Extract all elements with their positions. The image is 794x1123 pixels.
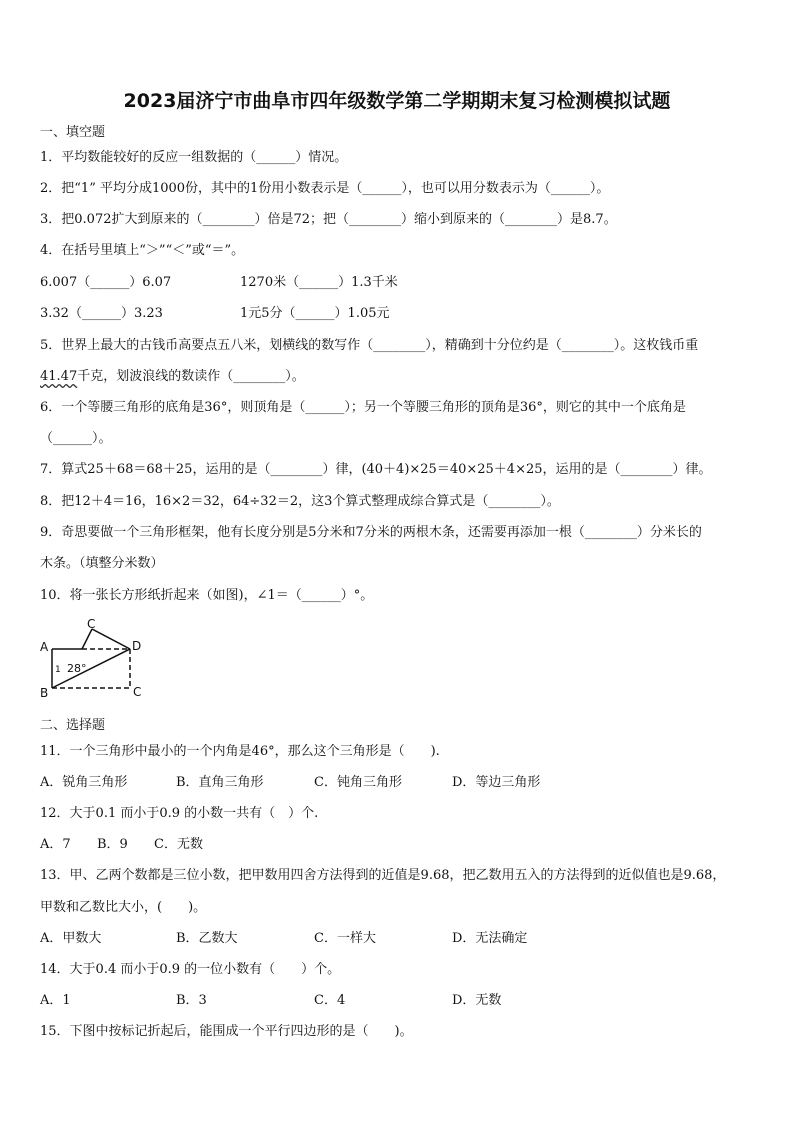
question-14-option-b[interactable]: B．3 [176, 993, 207, 1008]
figure-label-b: B [40, 686, 49, 700]
question-13-line-2: 甲数和乙数比大小，( )。 [40, 900, 207, 915]
question-13-option-a[interactable]: A．甲数大 [40, 931, 102, 946]
question-7: 7．算式25＋68＝68＋25，运用的是（________）律，(40＋4)×25＝40×25＋4×25，运用的是（________）律。 [40, 462, 712, 477]
question-12: 12．大于0.1 而小于0.9 的小数一共有（ ）个. [40, 806, 319, 821]
section-fill-blank: 一、填空题 [40, 125, 106, 140]
question-11-option-b[interactable]: B．直角三角形 [176, 775, 264, 790]
question-13-option-b[interactable]: B．乙数大 [176, 931, 238, 946]
question-14-option-a[interactable]: A．1 [40, 993, 71, 1008]
wavy-underlined-number: 41.47 [40, 369, 78, 384]
question-11-option-d[interactable]: D．等边三角形 [452, 775, 541, 790]
question-15: 15．下图中按标记折起后，能围成一个平行四边形的是（ )。 [40, 1024, 413, 1039]
figure-angle-1: 1 [55, 665, 61, 675]
question-4-item-b: 1270米（______）1.3千米 [240, 275, 398, 290]
folded-rectangle-figure [36, 616, 146, 700]
figure-label-a: A [40, 640, 49, 654]
question-13-line-1: 13．甲、乙两个数都是三位小数，把甲数用四舍方法得到的近值是9.68，把乙数用五入的方法得到的近似值也是9.68， [40, 868, 726, 883]
question-11-option-a[interactable]: A．锐角三角形 [40, 775, 128, 790]
question-13-option-c[interactable]: C．一样大 [314, 931, 376, 946]
question-14-option-c[interactable]: C．4 [314, 993, 346, 1008]
question-2: 2．把“1” 平均分成1000份，其中的1份用小数表示是（______），也可以用分数表示为（______）。 [40, 181, 610, 196]
figure-label-d: D [132, 639, 142, 653]
question-10: 10．将一张长方形纸折起来（如图)，∠1＝（______）°。 [40, 588, 374, 603]
question-5-line-1: 5．世界上最大的古钱币高要点五八米，划横线的数写作（________），精确到十分位约是（________）。这枚钱币重 [40, 338, 699, 353]
question-13-option-d[interactable]: D．无法确定 [452, 931, 528, 946]
figure-angle-28: 28° [67, 662, 87, 675]
question-12-option-a[interactable]: A．7 [40, 837, 71, 852]
section-multiple-choice: 二、选择题 [40, 718, 106, 733]
figure-diagonal-bd [52, 649, 130, 688]
question-9-line-2: 木条。（填整分米数） [40, 556, 164, 571]
question-4-item-d: 1元5分（______）1.05元 [240, 306, 390, 321]
question-12-option-b[interactable]: B．9 [97, 837, 128, 852]
question-11: 11．一个三角形中最小的一个内角是46°，那么这个三角形是（ ). [40, 744, 440, 759]
question-6-line-1: 6．一个等腰三角形的底角是36°，则顶角是（______）；另一个等腰三角形的顶角是36°，则它的其中一个底角是 [40, 400, 686, 415]
question-4-item-c: 3.32（______）3.23 [40, 306, 163, 321]
question-9-line-1: 9．奇思要做一个三角形框架，他有长度分别是5分米和7分米的两根木条，还需要再添加一根（________）分米长的 [40, 525, 702, 540]
question-14-option-d[interactable]: D．无数 [452, 993, 502, 1008]
question-3: 3．把0.072扩大到原来的（________）倍是72；把（________）缩小到原来的（________）是8.7。 [40, 212, 617, 227]
figure-fold-edge-1 [82, 629, 92, 649]
figure-fold-edge-2 [92, 629, 130, 649]
question-11-option-c[interactable]: C．钝角三角形 [314, 775, 402, 790]
question-8: 8．把12＋4＝16，16×2＝32，64÷32＝2，这3个算式整理成综合算式是（________）。 [40, 494, 560, 509]
question-1: 1．平均数能较好的反应一组数据的（______）情况。 [40, 150, 348, 165]
question-12-option-c[interactable]: C．无数 [154, 837, 203, 852]
figure-label-c-bottom: C [133, 685, 142, 699]
page-title: 2023届济宁市曲阜市四年级数学第二学期期末复习检测模拟试题 [123, 90, 671, 112]
question-6-line-2: （______）。 [40, 431, 112, 446]
question-5-line-2 [40, 365, 305, 384]
question-5-line-2-text: 千克，划波浪线的数读作（________）。 [77, 369, 305, 384]
question-4: 4．在括号里填上“＞”“＜”或“＝”。 [40, 243, 245, 258]
question-14: 14．大于0.4 而小于0.9 的一位小数有（ ）个。 [40, 962, 341, 977]
question-4-item-a: 6.007（______）6.07 [40, 275, 172, 290]
figure-label-c-top: C [87, 617, 96, 631]
